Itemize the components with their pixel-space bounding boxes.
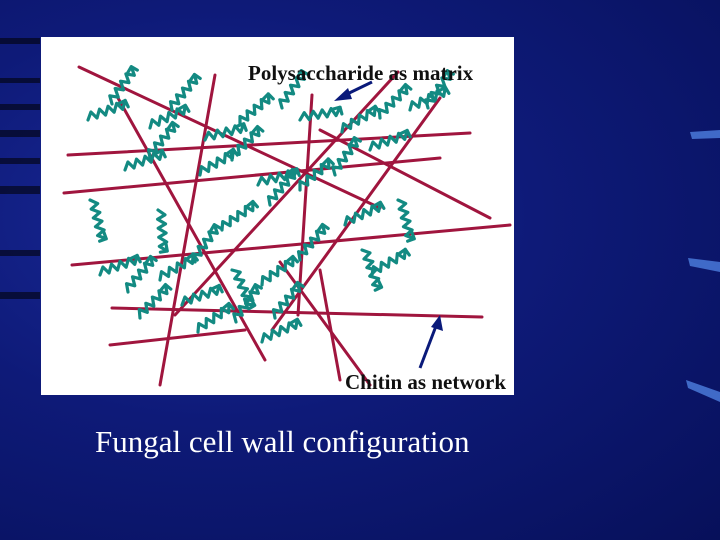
chitin-fiber	[320, 270, 340, 380]
slide-caption: Fungal cell wall configuration	[95, 424, 470, 459]
polysaccharide-matrix	[85, 65, 453, 347]
chitin-fibers	[64, 67, 510, 385]
matrix-label: Polysaccharide as matrix	[248, 61, 474, 85]
network-label: Chitin as network	[345, 370, 507, 394]
chitin-fiber	[118, 98, 265, 360]
chitin-fiber	[280, 262, 370, 385]
chitin-fiber	[110, 330, 245, 345]
network-pointer-arrow	[420, 315, 443, 368]
